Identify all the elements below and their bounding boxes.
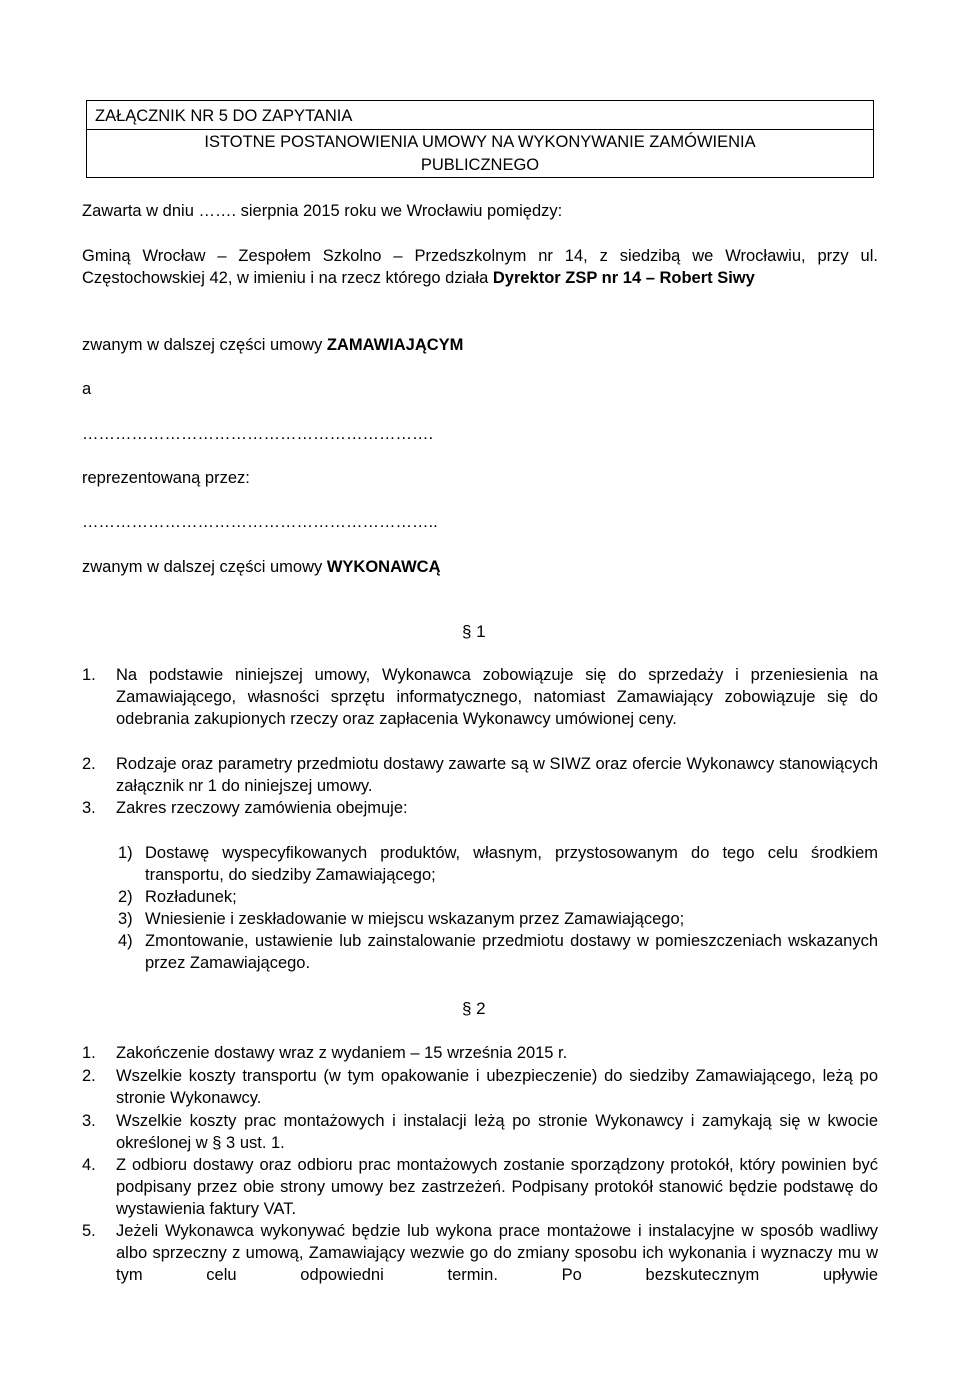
- represented-by: reprezentowaną przez:: [82, 469, 250, 487]
- attachment-title: ZAŁĄCZNIK NR 5 DO ZAPYTANIA: [95, 107, 353, 125]
- contractor-placeholder: ……………………………………………………….: [82, 425, 434, 443]
- item-number: 2.: [82, 755, 96, 773]
- called-prefix-2: zwanym w dalszej części umowy: [82, 558, 327, 576]
- item-text: Z odbioru dostawy oraz odbioru prac montażowych zostanie sporządzony protokół, który powinien być podpisany przez obie strony umowy bez zastrzeżeń. Podpisany protokół stanowić będzie podstawę do wystawienia faktury VAT.: [116, 1156, 878, 1218]
- wykonawca-label: WYKONAWCĄ: [326, 558, 441, 576]
- called-wykonawca: [82, 556, 440, 578]
- item-number: 1.: [82, 666, 96, 684]
- subitem-number: 1): [118, 844, 133, 862]
- item-text: Rodzaje oraz parametry przedmiotu dostawy zawarte są w SIWZ oraz ofercie Wykonawcy stanowiących załącznik nr 1 do niniejszej umowy.: [116, 755, 878, 795]
- item-text: Wszelkie koszty transportu (w tym opakowanie i ubezpieczenie) do siedziby Zamawiającego, leżą po stronie Wykonawcy.: [116, 1067, 878, 1107]
- subitem-text: Dostawę wyspecyfikowanych produktów, własnym, przystosowanym do tego celu środkiem transportu, do siedziby Zamawiającego;: [145, 844, 878, 884]
- document-title: ISTOTNE POSTANOWIENIA UMOWY NA WYKONYWANIE ZAMÓWIENIA: [204, 133, 756, 151]
- subitem-text: Rozładunek;: [145, 888, 237, 906]
- party1-paragraph: [82, 245, 878, 289]
- item-number: 5.: [82, 1222, 96, 1240]
- called-zamawiajacy: [82, 334, 463, 356]
- header-row: [87, 101, 873, 130]
- subitem-number: 3): [118, 910, 133, 928]
- item-text: Wszelkie koszty prac montażowych i instalacji leżą po stronie Wykonawcy i zamykają się w kwocie określonej w § 3 ust. 1.: [116, 1112, 878, 1152]
- item-number: 4.: [82, 1156, 96, 1174]
- called-prefix: zwanym w dalszej części umowy: [82, 336, 327, 354]
- subitem-number: 2): [118, 888, 133, 906]
- item-text: Zakończenie dostawy wraz z wydaniem – 15 września 2015 r.: [116, 1044, 568, 1062]
- and-word: a: [82, 380, 92, 398]
- section-2-heading: § 2: [462, 999, 486, 1018]
- header-box: [86, 100, 874, 178]
- item-number: 2.: [82, 1067, 96, 1085]
- section-1-heading: § 1: [462, 622, 486, 641]
- party1-representative: Dyrektor ZSP nr 14 – Robert Siwy: [492, 269, 755, 287]
- date-line: Zawarta w dniu ……. sierpnia 2015 roku we Wrocławiu pomiędzy:: [82, 202, 563, 220]
- item-number: 3.: [82, 799, 96, 817]
- item-text: Zakres rzeczowy zamówienia obejmuje:: [116, 799, 408, 817]
- party1-text: Gminą Wrocław – Zespołem Szkolno – Przedszkolnym nr 14, z siedzibą we Wrocławiu, przy ul. Częstochowskiej 42, w imieniu i na rzecz którego działa: [82, 247, 878, 287]
- zamawiajacy-label: ZAMAWIAJĄCYM: [326, 336, 464, 354]
- subitem-text: Zmontowanie, ustawienie lub zainstalowanie przedmiotu dostawy w pomieszczeniach wskazanych przez Zamawiającego.: [145, 932, 878, 972]
- representative-placeholder: ………………………………………………………..: [82, 513, 438, 531]
- document-title-cont: PUBLICZNEGO: [420, 156, 540, 174]
- subitem-number: 4): [118, 932, 133, 950]
- item-number: 1.: [82, 1044, 96, 1062]
- item-text: Jeżeli Wykonawca wykonywać będzie lub wykona prace montażowe i instalacyjne w sposób wadliwy albo sprzeczny z umową, Zamawiający wezwie go do zmiany sposobu ich wykonania i wyznaczy mu w tym celu odpowiedni termin. Po bezskutecznym upływie: [116, 1222, 878, 1284]
- item-number: 3.: [82, 1112, 96, 1130]
- item-text: Na podstawie niniejszej umowy, Wykonawca zobowiązuje się do sprzedaży i przeniesienia na Zamawiającego, własności sprzętu informatycznego, natomiast Zamawiający zobowiązuje się do odebrania zakupionych rzeczy oraz zapłacenia Wykonawcy umówionej ceny.: [116, 666, 878, 728]
- subitem-text: Wniesienie i zeskładowanie w miejscu wskazanym przez Zamawiającego;: [145, 910, 685, 928]
